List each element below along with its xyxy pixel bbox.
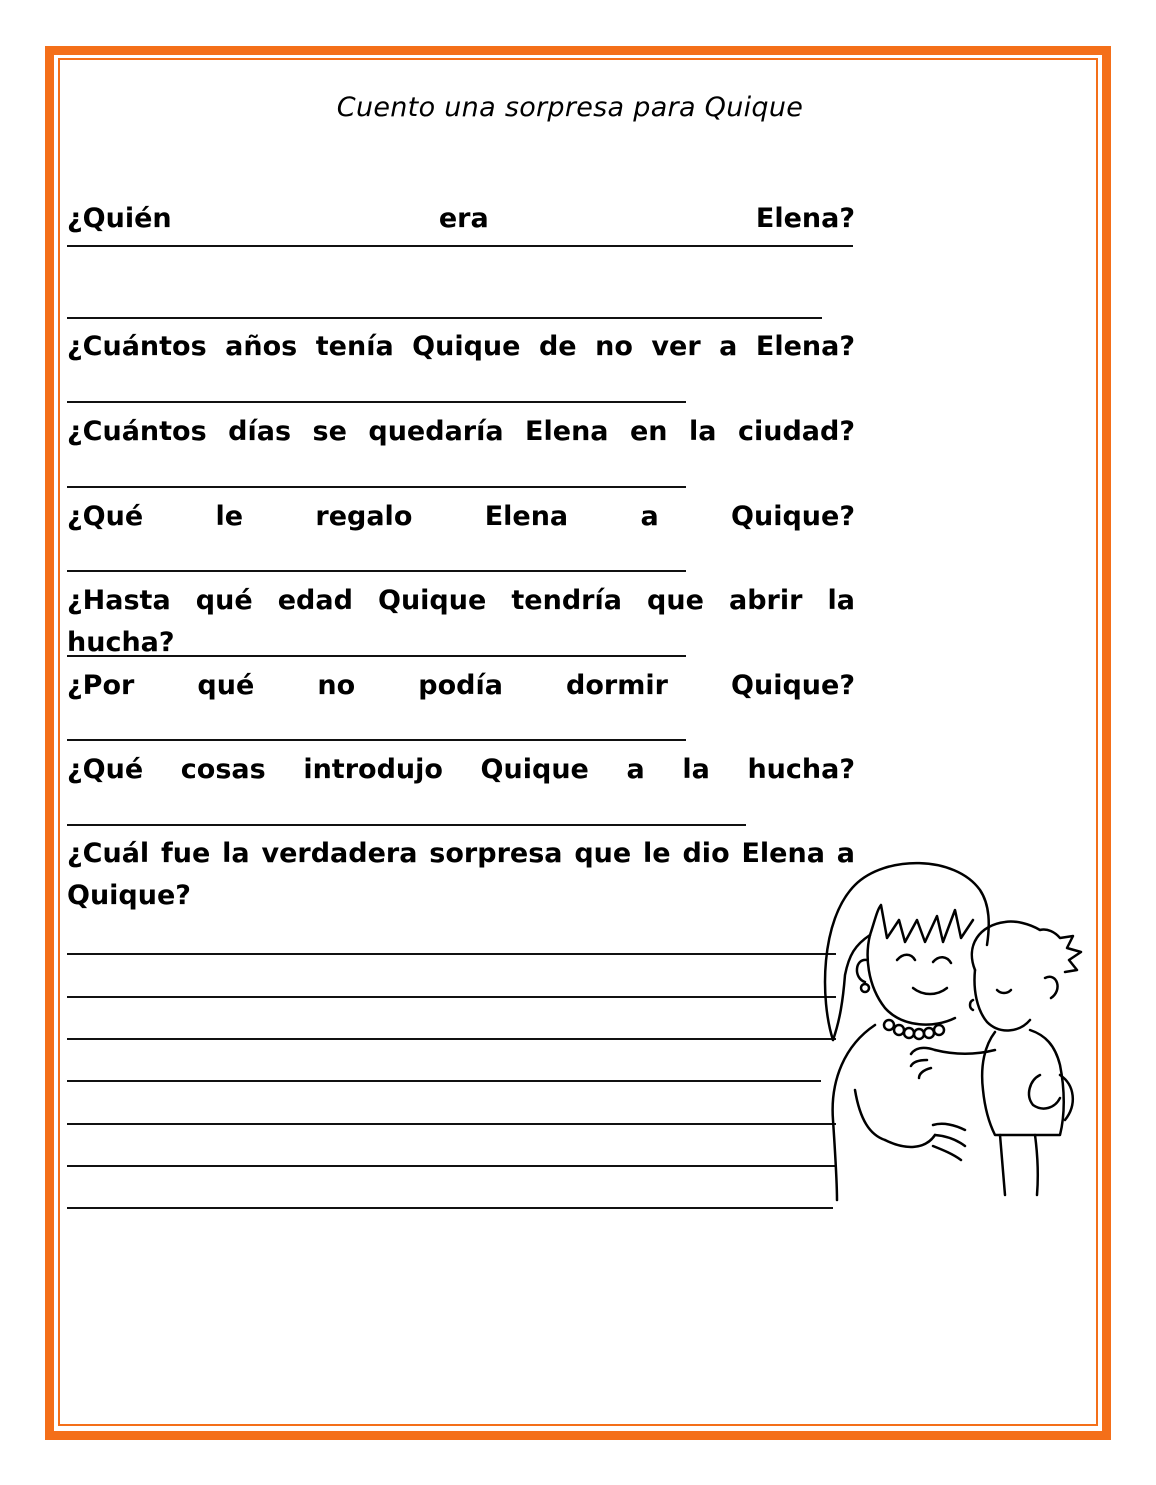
- child-leg-right: [1035, 1135, 1038, 1195]
- answer-line[interactable]: [67, 1080, 821, 1082]
- mother-hair: [825, 863, 989, 1040]
- page-border-inner: [58, 58, 1098, 1426]
- mother-eye-left: [897, 955, 915, 960]
- answer-line[interactable]: [67, 1038, 836, 1040]
- answer-line[interactable]: [67, 953, 836, 955]
- mother-face: [868, 935, 955, 1025]
- child-hand-right: [1029, 1075, 1060, 1109]
- child-eye: [997, 990, 1011, 993]
- mother-hair-side: [833, 935, 870, 1040]
- answer-line[interactable]: [67, 739, 686, 741]
- mother-earring: [861, 984, 869, 992]
- answer-line[interactable]: [67, 655, 686, 657]
- question-4: ¿Qué le regalo Elena a Quique?: [67, 501, 855, 532]
- answer-line[interactable]: [67, 996, 836, 998]
- child-face: [975, 970, 1031, 1030]
- child-leg-left: [1000, 1135, 1005, 1195]
- question-5: ¿Hasta qué edad Quique tendría que abrir la hucha?: [67, 585, 855, 658]
- question-2: ¿Cuántos años tenía Quique de no ver a Elena?: [67, 331, 855, 362]
- answer-line[interactable]: [67, 1123, 836, 1125]
- mother-smile: [913, 988, 947, 994]
- answer-line[interactable]: [67, 1165, 836, 1167]
- mother-shoulder: [855, 1090, 885, 1140]
- question-7: ¿Qué cosas introdujo Quique a la hucha?: [67, 754, 855, 785]
- mother-hand: [933, 1124, 965, 1160]
- worksheet-title: Cuento una sorpresa para Quique: [336, 92, 804, 123]
- question-8: ¿Cuál fue la verdadera sorpresa que le dio Elena a Quique?: [67, 838, 855, 911]
- question-3: ¿Cuántos días se quedaría Elena en la ciudad?: [67, 416, 855, 447]
- answer-line[interactable]: [67, 245, 853, 247]
- answer-line[interactable]: [67, 486, 686, 488]
- mother-bangs: [870, 905, 973, 942]
- child-ear: [1045, 977, 1058, 998]
- child-shirt: [982, 1030, 1064, 1135]
- child-hand: [911, 1048, 935, 1078]
- mother-body: [833, 1025, 875, 1200]
- answer-line[interactable]: [67, 401, 686, 403]
- mother-ear: [857, 960, 867, 982]
- mother-eye-right: [933, 957, 951, 963]
- child-lips: [970, 1000, 973, 1010]
- answer-line[interactable]: [67, 570, 686, 572]
- mother-arm: [885, 1135, 935, 1147]
- question-1: ¿Quién era Elena?: [67, 203, 855, 234]
- answer-line[interactable]: [67, 317, 822, 319]
- question-6: ¿Por qué no podía dormir Quique?: [67, 670, 855, 701]
- mother-child-illustration: [815, 850, 1100, 1210]
- answer-line[interactable]: [67, 824, 746, 826]
- answer-line[interactable]: [67, 1207, 833, 1209]
